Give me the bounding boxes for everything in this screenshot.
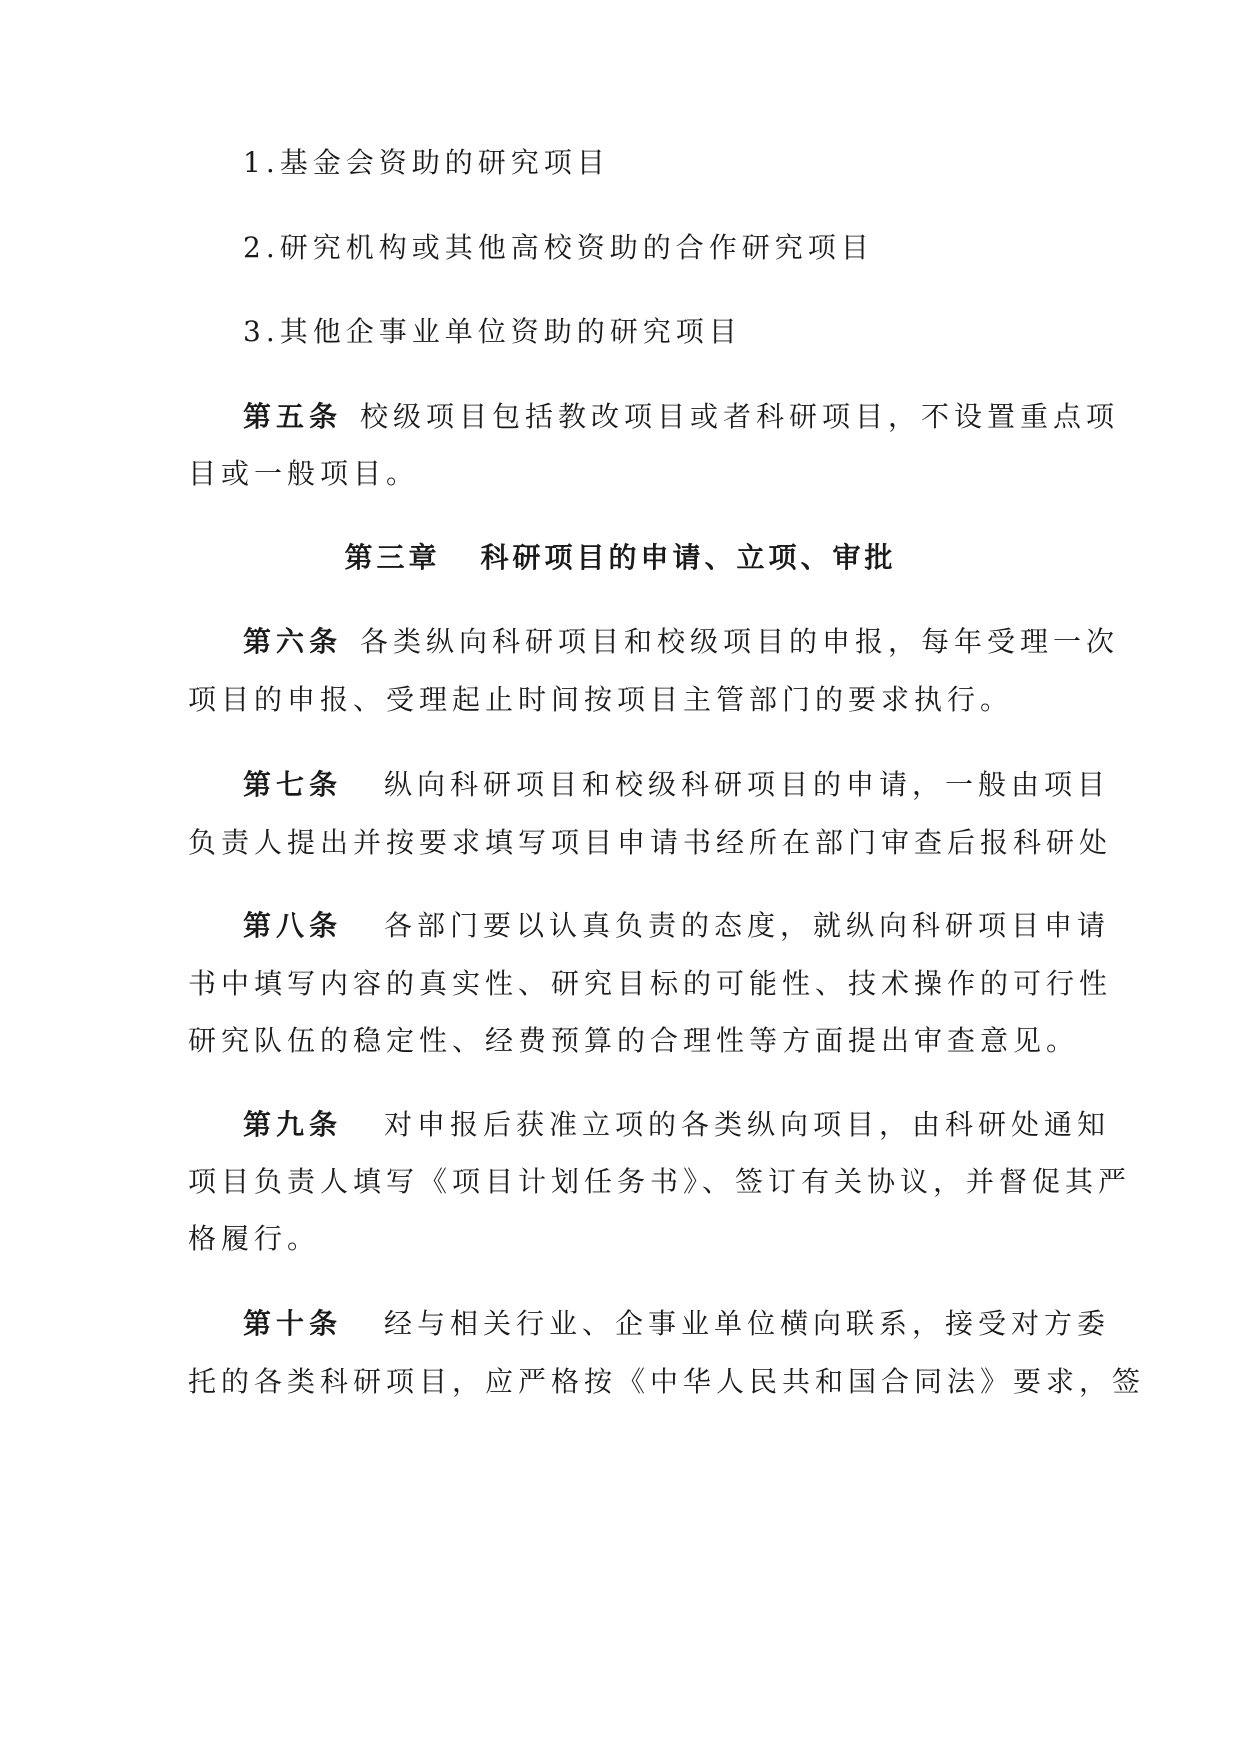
list-item-2: 2.研究机构或其他高校资助的合作研究项目: [243, 231, 874, 264]
chapter-heading: [0, 538, 1241, 578]
article-7-label: 第七条: [243, 768, 343, 801]
article-10-label: 第十条: [243, 1307, 343, 1340]
article-7-text: 纵向科研项目和校级科研项目的申请，一般由项目: [384, 768, 1111, 801]
article-6-line-2: 项目的申报、受理起止时间按项目主管部门的要求执行。: [188, 683, 1014, 716]
article-9-text: 对申报后获准立项的各类纵向项目，由科研处通知: [384, 1108, 1111, 1141]
article-6-label: 第六条: [243, 625, 343, 658]
article-8-label: 第八条: [243, 909, 343, 942]
chapter-number: 第三章: [344, 541, 441, 574]
article-5-line-1: [243, 397, 1119, 437]
article-6-line-1: [243, 622, 1119, 662]
article-8-text: 各部门要以认真负责的态度，就纵向科研项目申请: [384, 909, 1111, 942]
article-9-line-1: [243, 1105, 1110, 1145]
article-9-line-2: 项目负责人填写《项目计划任务书》、签订有关协议，并督促其严: [188, 1165, 1132, 1198]
article-10-line-1: [243, 1304, 1110, 1344]
article-8-line-1: [243, 906, 1110, 946]
list-item-1: 1.基金会资助的研究项目: [243, 146, 610, 179]
chapter-title: 科研项目的申请、立项、审批: [480, 541, 897, 574]
article-7-line-2: 负责人提出并按要求填写项目申请书经所在部门审查后报科研处: [188, 826, 1113, 859]
article-6-text: 各类纵向科研项目和校级项目的申报，每年受理一次: [360, 625, 1120, 658]
article-8-line-2: 书中填写内容的真实性、研究目标的可能性、技术操作的可行性: [188, 967, 1113, 1000]
article-8-line-3: 研究队伍的稳定性、经费预算的合理性等方面提出审查意见。: [188, 1024, 1080, 1057]
article-10-text: 经与相关行业、企事业单位横向联系，接受对方委: [384, 1307, 1111, 1340]
article-9-label: 第九条: [243, 1108, 343, 1141]
article-5-line-2: 目或一般项目。: [188, 457, 420, 490]
article-5-text: 校级项目包括教改项目或者科研项目，不设置重点项: [360, 400, 1120, 433]
article-5-label: 第五条: [243, 400, 343, 433]
list-item-3: 3.其他企事业单位资助的研究项目: [243, 315, 742, 348]
article-9-line-3: 格履行。: [188, 1222, 321, 1255]
article-7-line-1: [243, 765, 1110, 805]
article-10-line-2: 托的各类科研项目，应严格按《中华人民共和国合同法》要求，签: [188, 1365, 1146, 1398]
